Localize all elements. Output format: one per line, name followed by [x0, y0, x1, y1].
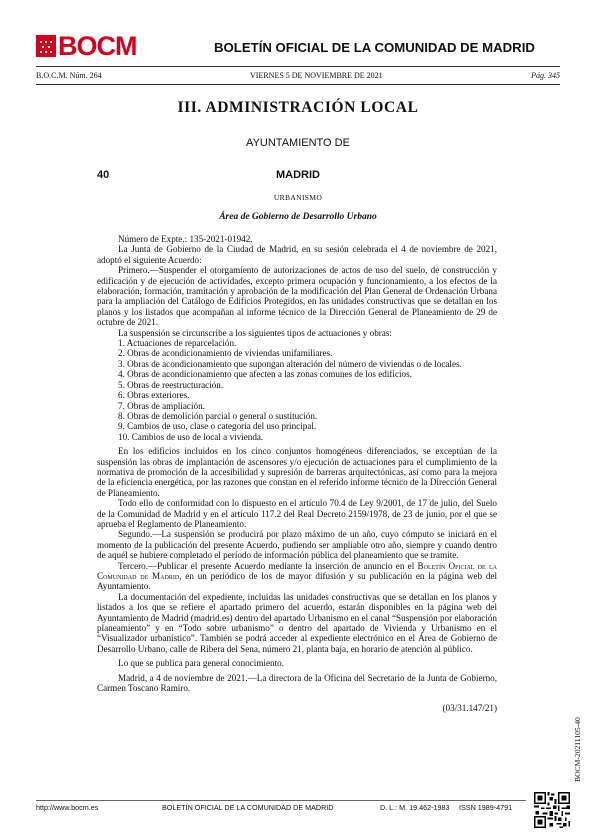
list-item: 7. Obras de ampliación. [118, 400, 205, 411]
list-item: 2. Obras de acondicionamiento de viviendas unifamiliares. [118, 348, 333, 359]
legal-deposit: D. L.: M. 19.462-1983 [380, 803, 450, 812]
body-paragraph: En los edificios incluidos en los cinco conjuntos homogéneos diferenciados, se exceptúan de la suspensión las obras de implantación de ascensores y/o ejecución de actuaciones para el cumplimiento de la normativa de promoción de la accesibilidad y supresión de barreras arquitectónicas, así como para la mejora de la eficiencia energética, por las razones que constan en el referido informe técnico de la Dirección General de Planeamiento. [97, 446, 497, 498]
body-paragraph: Segundo.—La suspensión se producirá por plazo máximo de un año, cuyo cómputo se iniciará en el momento de la publicación del presente Acuerdo, pudiendo ser ampliable otro año, siempre y cuando dentro de aquél se hubiere completado el período de información pública del planeamiento que se tramite. [97, 529, 497, 561]
body-paragraph: Número de Expte.: 135-2021-01942. [118, 234, 253, 244]
qr-code-icon [534, 792, 570, 828]
body-paragraph: La Junta de Gobierno de la Ciudad de Madrid, en su sesión celebrada el 4 de noviembre de 2021, adoptó el siguiente Acuerdo: [97, 244, 497, 265]
works-list [97, 338, 497, 442]
header-meta [36, 71, 560, 83]
signature-paragraph: Madrid, a 4 de noviembre de 2021.—La directora de la Oficina del Secretario de la Junta de Gobierno, Carmen Toscano Ramiro. [97, 672, 497, 694]
issn: ISSN 1989-4791 [459, 803, 513, 812]
footer-divider [36, 800, 526, 801]
area-title: Área de Gobierno de Desarrollo Urbano [219, 212, 377, 222]
issue-number: B.O.C.M. Núm. 264 [36, 71, 102, 80]
list-item: 4. Obras de acondicionamiento que afecten a las zonas comunes de los edificios. [118, 369, 412, 380]
body-paragraph: Todo ello de conformidad con lo dispuesto en el artículo 70.4 de Ley 9/2001, de 17 de julio, del Suelo de la Comunidad de Madrid y en el artículo 117.2 del Real Decreto 2159/1978, de 23 de junio, por el que se aprueba el Reglamento de Planeamiento. [97, 498, 497, 529]
list-item: 5. Obras de reestructuración. [118, 379, 224, 390]
website-link[interactable]: http://www.bocm.es [36, 803, 99, 812]
page-number: Pág. 345 [531, 71, 560, 80]
body-paragraph: La documentación del expediente, incluidas las unidades constructivas que se detallan en los planos y listados a los que se refiere el apartado primero del acuerdo, estarán disponibles en la página web del Ayuntamiento de Madrid (madrid.es) dentro del apartado Urbanismo en el canal “Suspensión por elaboración planeamiento” y en “Todo sobre urbanismo” o dentro del apartado de Vivienda y Urbanismo en el “Visualizador urbanístico”. También se podrá acceder al expediente electrónico en el Área de Gobierno de Desarrollo Urbano, calle de Ribera del Sena, número 21, planta baja, en horario de atención al público. [97, 591, 497, 654]
madrid-flag-icon [36, 35, 56, 57]
city-name: MADRID [276, 169, 320, 181]
logo-text: BOCM [58, 31, 137, 61]
bocm-logo [36, 31, 137, 61]
header-divider-bottom [36, 84, 560, 85]
body-paragraph [97, 561, 497, 592]
reference-code: (03/31.147/21) [442, 703, 497, 714]
text-run: Tercero.—Publicar el presente Acuerdo mediante la inserción de anuncio en el [118, 560, 418, 571]
footer [36, 803, 526, 813]
issue-date: VIERNES 5 DE NOVIEMBRE DE 2021 [250, 71, 383, 80]
body-paragraph: Primero.—Suspender el otorgamiento de autorizaciones de actos de uso del suelo, de construcción y edificación y de ejecución de actividades, excepto primera ocupación y funcionamiento, a los efectos de la elaboración, formación, tramitación y aprobación de la modificación del Plan General de Ordenación Urbana para la ampliación del Catálogo de Edificios Protegidos, en las unidades constructivas que se detallan en los planos y los listados que acompañan al informe técnico de la Dirección General de Planeamiento de 29 de octubre de 2021. [97, 265, 497, 328]
department-label: URBANISMO [273, 193, 323, 202]
document-code: BOCM-20211105-40 [573, 717, 582, 782]
list-item: 8. Obras de demolición parcial o general o sustitución. [118, 410, 318, 421]
body-paragraph: La suspensión se circunscribe a los siguientes tipos de actuaciones y obras: [118, 327, 392, 338]
list-item: 3. Obras de acondicionamiento que supongan alteración del número de viviendas o de locales. [118, 358, 462, 369]
list-item: 6. Obras exteriores. [118, 390, 190, 401]
announcement-body [97, 234, 497, 714]
header-divider [36, 66, 560, 67]
body-paragraph: Lo que se publica para general conocimiento. [118, 658, 284, 669]
bulletin-title: BOLETÍN OFICIAL DE LA COMUNIDAD DE MADRID [214, 40, 535, 55]
list-item: 1. Actuaciones de reparcelación. [118, 338, 237, 349]
list-item: 9. Cambios de uso, clase o categoría del uso principal. [118, 421, 317, 432]
bulletin-name: Boletín Oficial de la Comunidad de Madrid [97, 560, 497, 581]
footer-title: BOLETÍN OFICIAL DE LA COMUNIDAD DE MADRID [162, 803, 334, 812]
ayuntamiento-label: AYUNTAMIENTO DE [246, 137, 350, 149]
section-title: III. ADMINISTRACIÓN LOCAL [177, 99, 419, 116]
list-item: 10. Cambios de uso de local a vivienda. [118, 431, 264, 442]
announcement-number: 40 [97, 169, 110, 181]
text-run: , en un periódico de los de mayor difusión y su publicación en la página web del Ayuntamiento. [97, 571, 497, 592]
